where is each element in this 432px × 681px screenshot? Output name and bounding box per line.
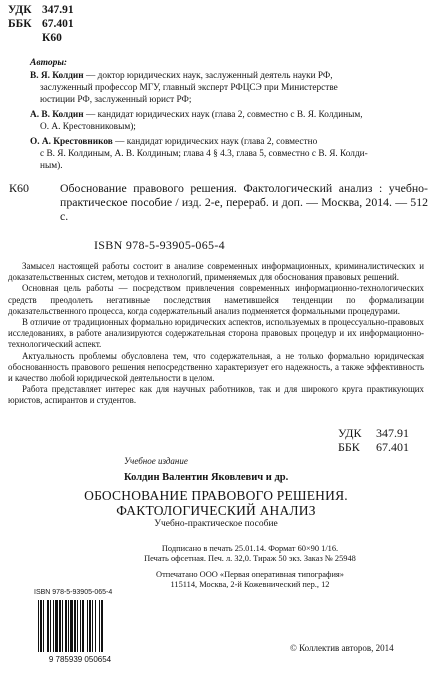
barcode-bar xyxy=(47,600,49,652)
author-desc: — кандидат юридических наук (глава 2, совместно xyxy=(112,137,318,147)
author-name: А. В. Колдин xyxy=(30,110,84,120)
k-code: К60 xyxy=(42,32,62,44)
author-desc-line: О. А. Крестовниковым); xyxy=(40,122,136,132)
bbk-label: ББК xyxy=(338,440,360,454)
bbk-row xyxy=(8,17,74,31)
edition-label: Учебное издание xyxy=(124,456,188,466)
bottom-classification-codes xyxy=(338,426,409,454)
barcode-bar xyxy=(82,600,84,652)
authors-list xyxy=(30,70,415,175)
barcode-bar xyxy=(62,600,63,652)
edition-author: Колдин Валентин Яковлевич и др. xyxy=(124,472,289,483)
author-name: В. Я. Колдин xyxy=(30,71,84,81)
book-title xyxy=(60,488,372,518)
author-desc-line: заслуженный профессор МГУ, главный эксперт РФЦСЭ при Министерстве xyxy=(40,83,338,93)
barcode-digits: 9 785939 050654 xyxy=(48,655,112,664)
k-code-row xyxy=(8,31,74,45)
udk-label: УДК xyxy=(338,426,362,440)
author-entry xyxy=(30,70,415,106)
copyright: © Коллектив авторов, 2014 xyxy=(290,643,394,653)
abstract xyxy=(8,261,424,407)
barcode-bar xyxy=(87,600,88,652)
barcode-bar xyxy=(43,600,44,652)
author-entry xyxy=(30,136,415,172)
barcode-bar xyxy=(89,600,91,652)
author-desc-line: юстиции РФ, заслуженный юрист РФ; xyxy=(40,95,192,105)
imprint-line: Отпечатано ООО «Первая оперативная типография» xyxy=(156,570,344,579)
barcode-bar xyxy=(80,600,81,652)
barcode-bar xyxy=(95,600,96,652)
barcode-bar xyxy=(50,600,51,652)
imprint-line: Подписано в печать 25.01.14. Формат 60×90 1/16. xyxy=(161,544,339,553)
udk-value: 347.91 xyxy=(42,4,74,16)
udk-label: УДК xyxy=(8,4,32,16)
abstract-paragraph: Актуальность проблемы обусловлена тем, что содержательная, а не только формально юридическая обоснованность правового решения непосредственно характеризует его надежность, а также эффективность и качество любой юридической деятельности в целом. xyxy=(8,350,424,384)
author-entry xyxy=(30,109,415,133)
imprint xyxy=(120,544,380,590)
barcode-bar xyxy=(77,600,78,652)
udk-value: 347.91 xyxy=(376,426,409,440)
bbk-value: 67.401 xyxy=(42,18,74,30)
barcode-bar xyxy=(53,600,54,652)
barcode-bar xyxy=(38,600,39,652)
barcode-bar xyxy=(101,600,103,652)
bbk-value: 67.401 xyxy=(376,440,409,454)
abstract-paragraph: Основная цель работы — посредством привлечения современных информационно-технологических средств преодолеть негативные последствия наметившейся тенденции по формализации доказательственного процесса, когда содержательный анализ подменяется формальными процедурами. xyxy=(8,283,424,316)
author-desc-line: ным). xyxy=(40,161,63,171)
barcode-bar xyxy=(68,600,69,652)
biblio-code: К60 xyxy=(9,181,30,195)
book-title-line: ОБОСНОВАНИЕ ПРАВОВОГО РЕШЕНИЯ. xyxy=(84,488,348,503)
barcode-bar xyxy=(40,600,42,652)
barcode-bar xyxy=(92,600,93,652)
biblio-description: Обоснование правового решения. Фактологический анализ : учебно-практическое пособие / изд. 2-е, перераб. и доп. — Москва, 2014. — 512 с. xyxy=(60,181,428,223)
barcode-bar xyxy=(74,600,76,652)
barcode-bar xyxy=(70,600,73,652)
top-classification-codes xyxy=(8,3,74,45)
abstract-paragraph: Работа представляет интерес как для научных работников, так и для широкого круга практикующих юристов, аспирантов и студентов. xyxy=(8,384,424,406)
barcode-bar xyxy=(55,600,58,652)
barcode-bar xyxy=(59,600,61,652)
barcode-isbn: ISBN 978-5-93905-065-4 xyxy=(34,589,113,596)
abstract-paragraph: Замысел настоящей работы состоит в анализе современных информационных, криминалистических и доказательственных систем, методов и технологий, применяемых для обоснования правовых решений. xyxy=(8,261,424,283)
barcode-graphic xyxy=(34,598,126,664)
authors-heading: Авторы: xyxy=(30,58,68,68)
imprint-line: Печать офсетная. Печ. л. 32,0. Тираж 50 экз. Заказ № 25948 xyxy=(144,554,356,563)
udk-row xyxy=(8,3,74,17)
book-title-line: ФАКТОЛОГИЧЕСКИЙ АНАЛИЗ xyxy=(116,503,316,518)
abstract-paragraph: В отличие от традиционных формально юридических аспектов, используемых в процессуально-правовых исследованиях, в работе анализируются содержательная сторона правовых процедур и их информационно-технологический аспект. xyxy=(8,317,424,350)
isbn-main: ISBN 978-5-93905-065-4 xyxy=(94,238,225,252)
author-desc: — доктор юридических наук, заслуженный деятель науки РФ, xyxy=(83,71,333,81)
barcode-bar xyxy=(99,600,100,652)
bbk-label: ББК xyxy=(8,18,32,30)
imprint-line: 115114, Москва, 2-й Кожевнический пер., 12 xyxy=(170,580,330,589)
author-desc-line: с В. Я. Колдиным, А. В. Колдиным; глава 4 § 4.3, глава 5, совместно с В. Я. Колди- xyxy=(40,149,368,159)
barcode-bar xyxy=(65,600,67,652)
author-name: О. А. Крестовников xyxy=(30,137,113,147)
author-desc: — кандидат юридических наук (глава 2, совместно с В. Я. Колдиным, xyxy=(83,110,363,120)
book-subtitle: Учебно-практическое пособие xyxy=(154,519,278,529)
